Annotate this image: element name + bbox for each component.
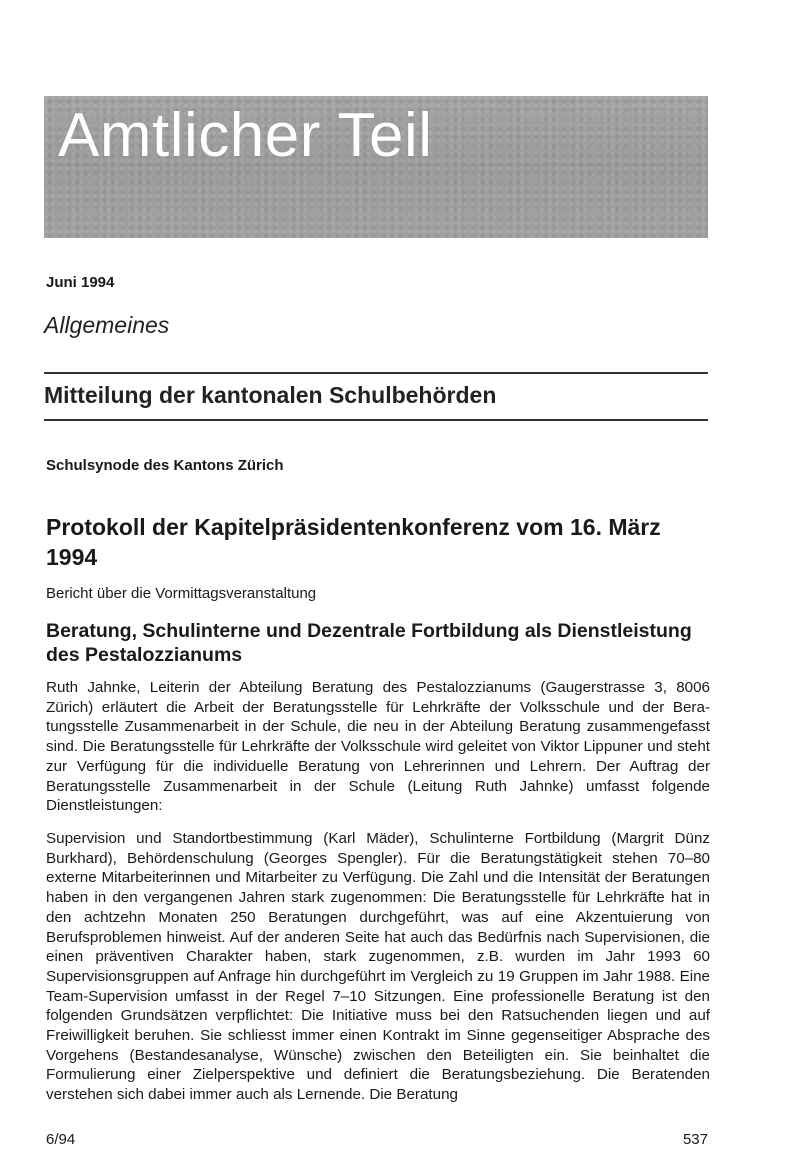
body-paragraph: Ruth Jahnke, Leiterin der Abteilung Beratung des Pestalozzianums (Gaugerstrasse 3, 8006 Zürich) erläutert die Arbeit der Beratungsstelle für Lehrkräfte der Volksschule und der Beratungsstelle Zusammenarbeit in der Schule, die neu in der Abteilung Beratung zusammengefasst sind. Die Beratungsstelle für Lehrkräfte der Volksschule wird geleitet von Viktor Lippuner und steht zur Verfügung für die individuelle Beratung von Lehrerinnen und Lehrern. Der Auftrag der Beratungsstelle Zusammenarbeit in der Schule (Leitung Ruth Jahnke) umfasst folgende Dienstleistungen: [46, 679, 710, 815]
organization-name: Schulsynode des Kantons Zürich [46, 457, 284, 474]
body-paragraph: Supervision und Standortbestimmung (Karl Mäder), Schulinterne Fortbildung (Margrit Dünz Burkhard), Behördenschulung (Georges Spengler). Für die Beratungstätigkeit stehen 70–80 externe Mitarbeiterinnen und Mitarbeiter zu Verfügung. Die Zahl und die Intensität der Beratungen haben in den vergangenen Jahren stark zugenommen: Die Beratungsstelle für Lehrkräfte hat in den achtzehn Monaten 250 Beratungen durchgeführt, was auf eine Akzentuierung von Berufsproblemen hinweist. Auf der anderen Seite hat auch das Bedürfnis nach Supervisionen, die einen präventiven Charakter haben, stark zugenommen, z.B. wurden im Jahr 1993 60 Supervisionsgruppen auf Anfrage hin durchgeführt im Vergleich zu 19 Gruppen im Jahr 1988. Eine Team-Supervision umfasst in der Regel 7–10 Sitzungen. Eine professionelle Beratung ist den folgenden Grundsätzen verpflichtet: Die Initiative muss bei den Ratsuchenden liegen und auf Freiwilligkeit beruhen. Sie schliesst immer einen Kontrakt im Sinne gegenseitiger Absprache des Vorgehens (Bestandesanalyse, Wünsche) zwischen den Beteiligten ein. Sie beinhaltet die Formulierung einer Zielperspektive und definiert die Beratungsbeziehung. Die Beratenden verstehen sich dabei immer auch als Lernende. Die Beratung [46, 830, 710, 1104]
article-heading: Beratung, Schulinterne und Dezentrale Fortbildung als Dienstleistung des Pestalozzianums [46, 620, 692, 666]
divider-top [44, 372, 708, 374]
department-heading: Mitteilung der kantonalen Schulbehörden [44, 382, 497, 408]
footer-page-number: 537 [682, 1131, 708, 1148]
footer-issue: 6/94 [46, 1131, 76, 1148]
report-subtitle: Bericht über die Vormittagsveranstaltung [46, 585, 317, 602]
issue-date: Juni 1994 [46, 274, 115, 291]
header-banner [44, 96, 708, 238]
protocol-title: Protokoll der Kapitelpräsidentenkonferenz vom 16. März 1994 [46, 514, 661, 570]
section-label: Allgemeines [44, 312, 170, 338]
divider-bottom [44, 419, 708, 421]
banner-title: Amtlicher Teil [58, 101, 433, 170]
